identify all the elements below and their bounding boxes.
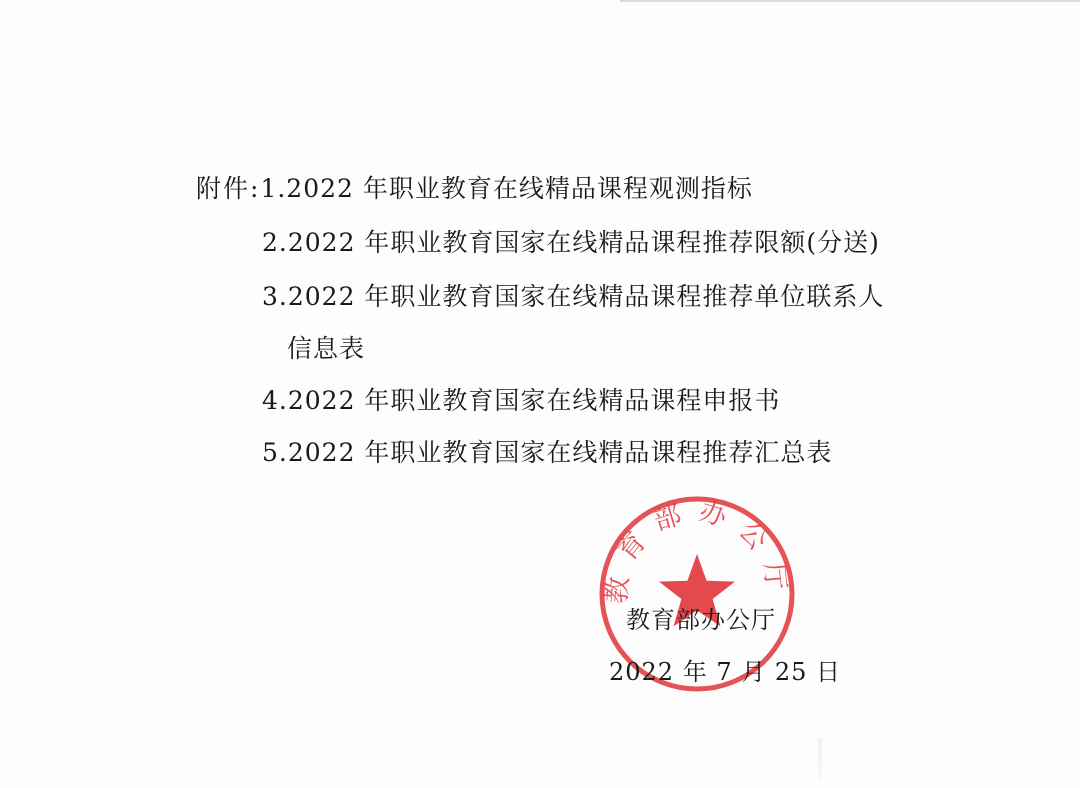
attachment-item-3-continued: 信息表 bbox=[287, 334, 366, 363]
attachment-item-4: 4.2022 年职业教育国家在线精品课程申报书 bbox=[262, 386, 781, 415]
attachment-item-3: 3.2022 年职业教育国家在线精品课程推荐单位联系人 bbox=[262, 282, 885, 311]
attachment-line-1 bbox=[196, 172, 753, 206]
attachment-item-2: 2.2022 年职业教育国家在线精品课程推荐限额(分送) bbox=[262, 228, 880, 257]
issue-date: 2022 年 7 月 25 日 bbox=[609, 658, 842, 686]
seal-text: 教育部办公厅 bbox=[601, 495, 793, 606]
attachment-item-1: 1.2022 年职业教育在线精品课程观测指标 bbox=[260, 174, 753, 203]
issuer-name: 教育部办公厅 bbox=[626, 606, 776, 634]
scan-edge bbox=[620, 0, 1080, 2]
attachment-item-5: 5.2022 年职业教育国家在线精品课程推荐汇总表 bbox=[262, 438, 833, 467]
attachment-prefix: 附件: bbox=[196, 174, 261, 203]
scan-artifact bbox=[818, 738, 822, 778]
